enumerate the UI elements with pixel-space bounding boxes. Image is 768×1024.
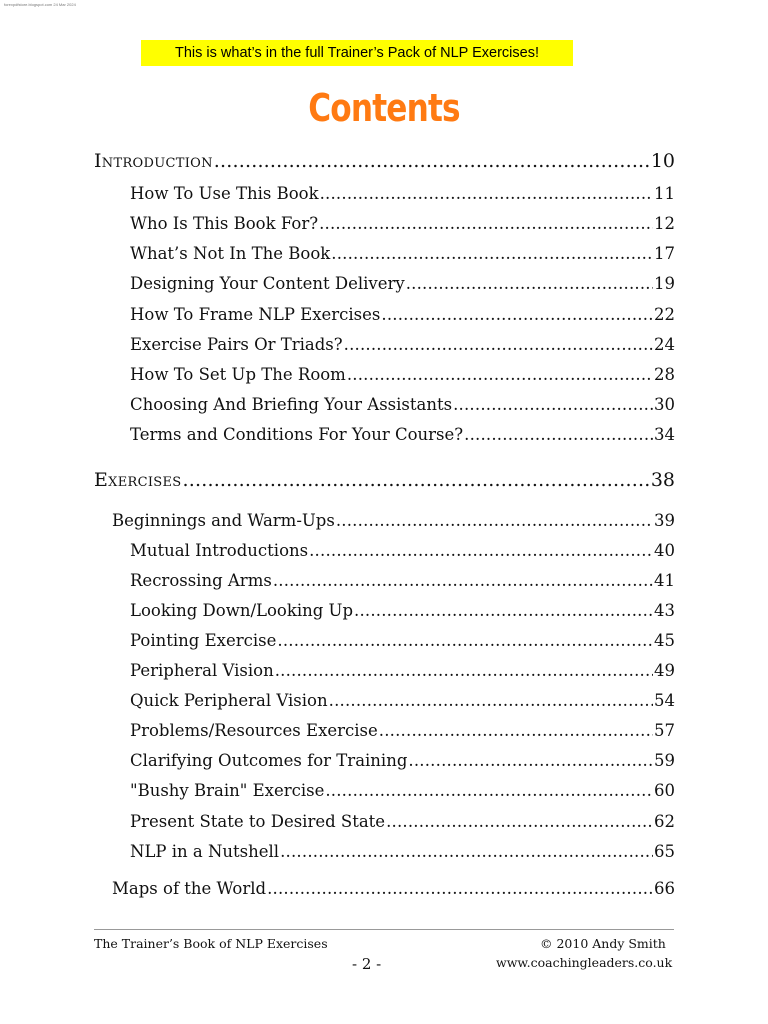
- toc-entry-label: Exercises: [94, 469, 182, 491]
- toc-entry-label: How To Use This Book: [130, 184, 319, 203]
- toc-entry-label: Exercise Pairs Or Triads?: [130, 335, 343, 354]
- toc-entry[interactable]: [130, 570, 675, 592]
- toc-entry-label: Who Is This Book For?: [130, 214, 319, 233]
- toc-entry-label: Pointing Exercise: [130, 631, 277, 650]
- toc-leader: [344, 334, 653, 356]
- toc-leader: [280, 841, 653, 863]
- toc-entry-page: 60: [654, 781, 675, 800]
- source-stamp: forexpdfstore.blogspot.com 24 Mar 2024: [4, 2, 76, 7]
- toc-entry-page: 19: [654, 274, 675, 293]
- toc-leader: [183, 467, 650, 493]
- toc-entry-page: 66: [654, 879, 675, 898]
- toc-entry-label: Quick Peripheral Vision: [130, 691, 328, 710]
- toc-entry-page: 39: [654, 511, 675, 530]
- footer-divider: [94, 929, 674, 930]
- toc-entry-page: 49: [654, 661, 675, 680]
- footer-page-number: - 2 -: [352, 955, 382, 973]
- toc-leader: [381, 304, 653, 326]
- toc-leader: [331, 243, 653, 265]
- toc-section-exercises[interactable]: [94, 467, 675, 493]
- toc-entry[interactable]: [130, 243, 675, 265]
- toc-entry-label: Peripheral Vision: [130, 661, 274, 680]
- toc-entry-page: 11: [654, 184, 675, 203]
- toc-entry-page: 41: [654, 571, 675, 590]
- toc-entry-label: Looking Down/Looking Up: [130, 601, 354, 620]
- toc-entry-label: NLP in a Nutshell: [130, 842, 280, 861]
- toc-entry-label: Problems/Resources Exercise: [130, 721, 378, 740]
- toc-leader: [408, 750, 653, 772]
- toc-entry[interactable]: [130, 690, 675, 712]
- toc-subsection-beginnings[interactable]: [112, 510, 675, 532]
- toc-entry-page: 40: [654, 541, 675, 560]
- toc-entry-page: 30: [654, 395, 675, 414]
- toc-leader: [214, 148, 650, 174]
- toc-entry[interactable]: [130, 720, 675, 742]
- toc-entry-page: 24: [654, 335, 675, 354]
- toc-entry-label: How To Frame NLP Exercises: [130, 305, 381, 324]
- toc-leader: [309, 540, 653, 562]
- toc-entry[interactable]: [130, 811, 675, 833]
- toc-leader: [275, 660, 653, 682]
- toc-entry[interactable]: [130, 540, 675, 562]
- toc-entry-label: Recrossing Arms: [130, 571, 272, 590]
- toc-entry[interactable]: [130, 183, 675, 205]
- toc-entry[interactable]: [130, 273, 675, 295]
- toc-entry[interactable]: [130, 334, 675, 356]
- toc-entry-label: Terms and Conditions For Your Course?: [130, 425, 464, 444]
- toc-entry-label: Choosing And Briefing Your Assistants: [130, 395, 453, 414]
- toc-entry-page: 59: [654, 751, 675, 770]
- toc-entry-page: 38: [650, 469, 675, 491]
- toc-leader: [386, 811, 653, 833]
- toc-entry-label: "Bushy Brain" Exercise: [130, 781, 325, 800]
- footer-book-title: The Trainer’s Book of NLP Exercises: [94, 936, 328, 951]
- toc-entry-page: 22: [654, 305, 675, 324]
- toc-entry-page: 34: [654, 425, 675, 444]
- toc-entry-page: 10: [650, 150, 675, 172]
- toc-entry-page: 28: [654, 365, 675, 384]
- toc-leader: [320, 183, 653, 205]
- footer-website-link[interactable]: www.coachingleaders.co.uk: [496, 955, 673, 970]
- toc-entry-page: 45: [654, 631, 675, 650]
- toc-leader: [464, 424, 653, 446]
- toc-leader: [277, 630, 653, 652]
- toc-leader: [267, 878, 653, 900]
- toc-section-introduction[interactable]: [94, 148, 675, 174]
- toc-leader: [336, 510, 653, 532]
- toc-entry-label: Designing Your Content Delivery: [130, 274, 405, 293]
- toc-leader: [347, 364, 653, 386]
- footer-copyright: © 2010 Andy Smith: [540, 936, 666, 951]
- toc-entry-page: 17: [654, 244, 675, 263]
- page-title: Contents: [308, 86, 460, 130]
- toc-leader: [453, 394, 653, 416]
- toc-entry-page: 43: [654, 601, 675, 620]
- toc-entry[interactable]: [130, 630, 675, 652]
- toc-leader: [329, 690, 653, 712]
- toc-entry-label: What’s Not In The Book: [130, 244, 331, 263]
- toc-entry-label: Introduction: [94, 150, 213, 172]
- toc-entry-label: Mutual Introductions: [130, 541, 309, 560]
- toc-entry[interactable]: [130, 780, 675, 802]
- toc-entry[interactable]: [130, 600, 675, 622]
- toc-entry[interactable]: [130, 394, 675, 416]
- toc-entry[interactable]: [130, 304, 675, 326]
- toc-entry[interactable]: [130, 424, 675, 446]
- toc-entry-label: Present State to Desired State: [130, 812, 386, 831]
- toc-leader: [379, 720, 653, 742]
- toc-entry-page: 62: [654, 812, 675, 831]
- toc-entry[interactable]: [130, 750, 675, 772]
- toc-entry[interactable]: [130, 660, 675, 682]
- toc-leader: [273, 570, 653, 592]
- promo-banner: This is what’s in the full Trainer’s Pack of NLP Exercises!: [141, 40, 573, 66]
- toc-leader: [325, 780, 653, 802]
- toc-entry-page: 57: [654, 721, 675, 740]
- toc-leader: [406, 273, 653, 295]
- toc-entry-page: 54: [654, 691, 675, 710]
- toc-entry-label: Beginnings and Warm-Ups: [112, 511, 335, 530]
- toc-leader: [319, 213, 653, 235]
- toc-entry-page: 12: [654, 214, 675, 233]
- toc-leader: [354, 600, 653, 622]
- toc-entry-label: Clarifying Outcomes for Training: [130, 751, 408, 770]
- toc-subsection-maps[interactable]: [112, 878, 675, 900]
- toc-entry-page: 65: [654, 842, 675, 861]
- toc-entry-label: Maps of the World: [112, 879, 267, 898]
- toc-entry-label: How To Set Up The Room: [130, 365, 346, 384]
- toc-entry[interactable]: [130, 364, 675, 386]
- toc-entry[interactable]: [130, 841, 675, 863]
- toc-entry[interactable]: [130, 213, 675, 235]
